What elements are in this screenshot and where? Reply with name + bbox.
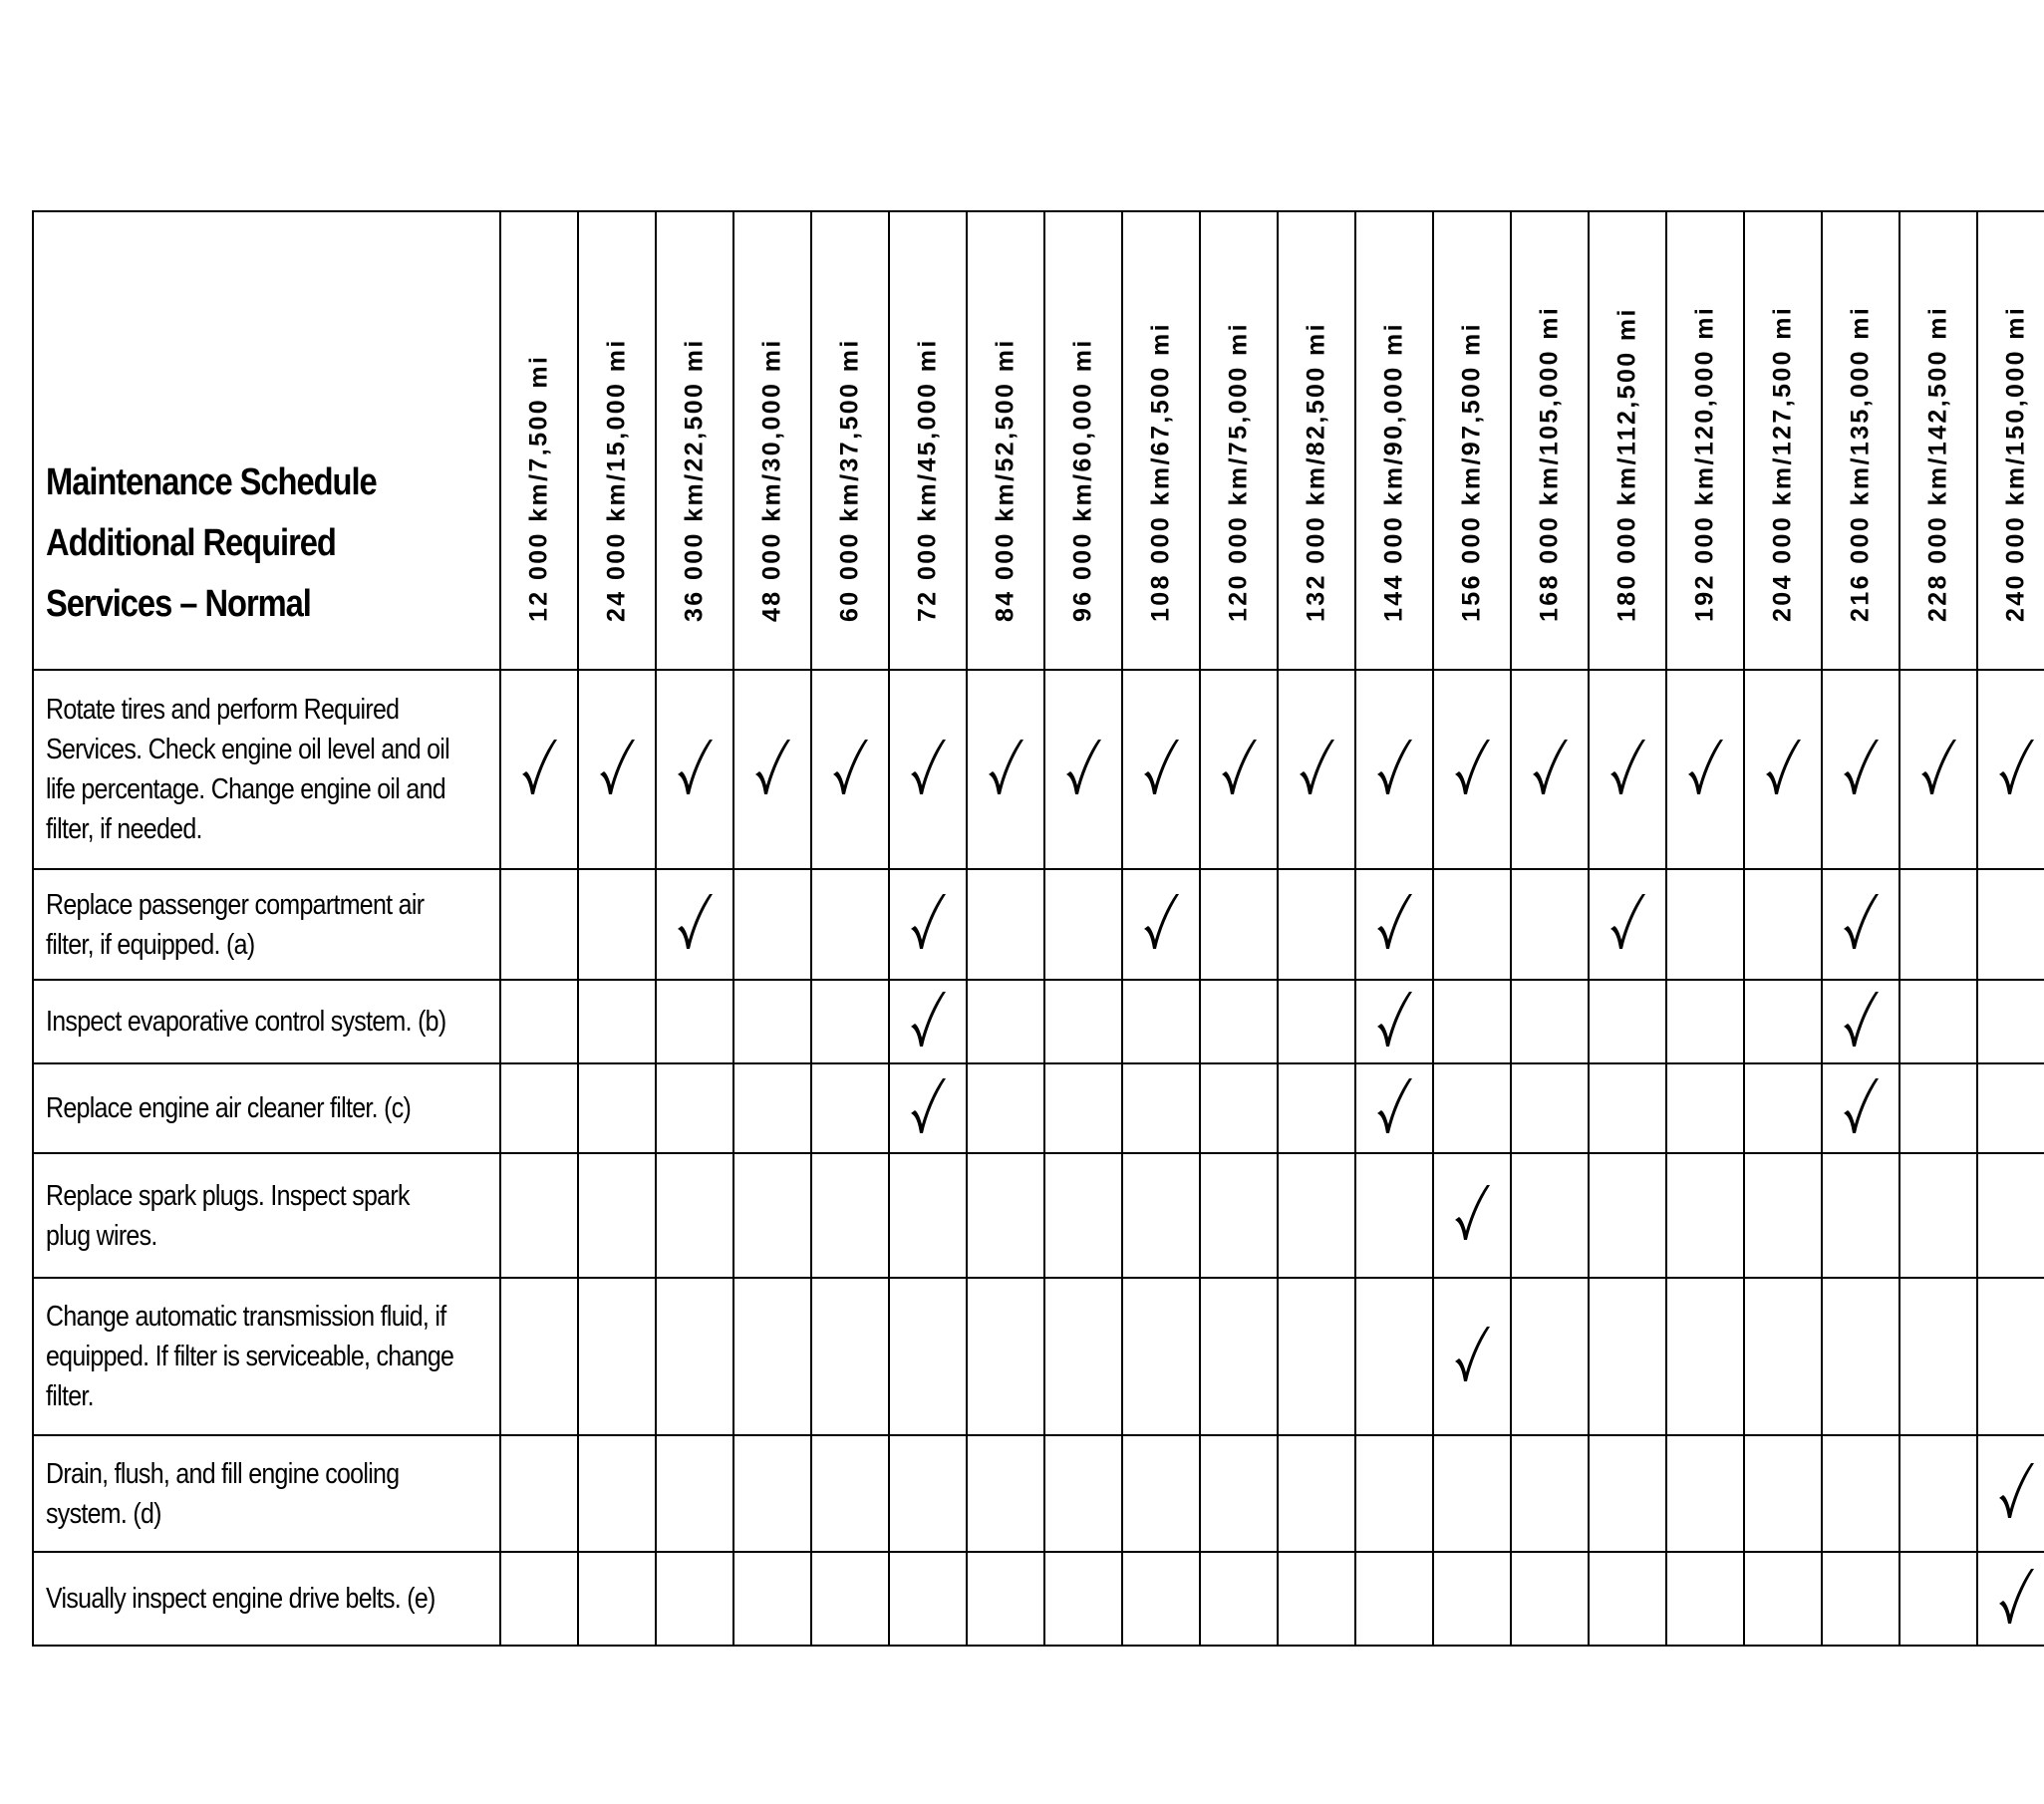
schedule-cell xyxy=(1200,1153,1278,1278)
checkmark-icon xyxy=(597,737,637,798)
schedule-cell xyxy=(578,1153,656,1278)
checkmark-icon xyxy=(1530,737,1570,798)
schedule-cell xyxy=(1122,1063,1200,1153)
schedule-cell xyxy=(889,1435,967,1552)
schedule-cell xyxy=(1355,1278,1433,1435)
schedule-cell xyxy=(1278,980,1355,1063)
schedule-cell xyxy=(1666,1435,1744,1552)
schedule-cell xyxy=(500,869,578,980)
interval-column-header xyxy=(1278,211,1355,670)
checkmark-icon xyxy=(1452,1182,1492,1244)
schedule-cell xyxy=(1744,1153,1822,1278)
schedule-cell xyxy=(1822,670,1899,869)
schedule-cell xyxy=(500,1278,578,1435)
schedule-cell xyxy=(1977,869,2044,980)
interval-label: 48 000 km/30,000 mi xyxy=(757,338,786,622)
schedule-cell xyxy=(967,1278,1044,1435)
service-row xyxy=(33,1435,2044,1552)
interval-column-header xyxy=(1355,211,1433,670)
checkmark-icon xyxy=(1219,737,1259,798)
schedule-cell xyxy=(1977,1435,2044,1552)
checkmark-icon xyxy=(1685,737,1725,798)
interval-label: 108 000 km/67,500 mi xyxy=(1146,322,1175,622)
service-task-cell xyxy=(33,1278,500,1435)
interval-label: 96 000 km/60,000 mi xyxy=(1068,338,1097,622)
schedule-cell xyxy=(967,980,1044,1063)
service-task-label: Visually inspect engine drive belts. (e) xyxy=(46,1583,436,1615)
schedule-cell xyxy=(578,670,656,869)
schedule-cell xyxy=(1433,1278,1511,1435)
schedule-cell xyxy=(1355,1552,1433,1646)
checkmark-icon xyxy=(1063,737,1103,798)
schedule-cell xyxy=(500,1552,578,1646)
schedule-cell xyxy=(1044,1153,1122,1278)
schedule-cell xyxy=(733,1063,811,1153)
service-task-cell xyxy=(33,1552,500,1646)
schedule-cell xyxy=(1200,1063,1278,1153)
schedule-cell xyxy=(1278,869,1355,980)
service-row xyxy=(33,869,2044,980)
interval-label: 192 000 km/120,000 mi xyxy=(1690,305,1719,622)
service-task-cell xyxy=(33,670,500,869)
schedule-cell xyxy=(1278,1552,1355,1646)
schedule-cell xyxy=(1511,1063,1589,1153)
title-line: Services – Normal xyxy=(46,583,311,625)
schedule-cell xyxy=(656,1552,733,1646)
checkmark-icon xyxy=(1452,737,1492,798)
schedule-cell xyxy=(811,869,889,980)
interval-column-header xyxy=(1200,211,1278,670)
schedule-cell xyxy=(1589,670,1666,869)
interval-label: 132 000 km/82,500 mi xyxy=(1302,322,1330,622)
service-task-cell xyxy=(33,1153,500,1278)
interval-label: 60 000 km/37,500 mi xyxy=(835,338,864,622)
schedule-cell xyxy=(733,1435,811,1552)
schedule-cell xyxy=(1589,1435,1666,1552)
schedule-cell xyxy=(1977,670,2044,869)
schedule-cell xyxy=(1977,980,2044,1063)
service-row xyxy=(33,980,2044,1063)
schedule-body xyxy=(33,670,2044,1646)
schedule-cell xyxy=(1589,1278,1666,1435)
schedule-cell xyxy=(1278,1278,1355,1435)
schedule-cell xyxy=(1822,1278,1899,1435)
schedule-cell xyxy=(1822,1435,1899,1552)
checkmark-icon xyxy=(986,737,1025,798)
schedule-cell xyxy=(656,980,733,1063)
interval-label: 168 000 km/105,000 mi xyxy=(1535,305,1564,622)
schedule-cell xyxy=(578,869,656,980)
interval-label: 120 000 km/75,000 mi xyxy=(1224,322,1253,622)
interval-column-header xyxy=(889,211,967,670)
checkmark-icon xyxy=(908,891,948,953)
schedule-cell xyxy=(967,1435,1044,1552)
schedule-cell xyxy=(733,1552,811,1646)
schedule-cell xyxy=(578,1063,656,1153)
checkmark-icon xyxy=(1374,891,1414,953)
service-task-label: Drain, flush, and fill engine cooling system. (d) xyxy=(46,1457,400,1530)
schedule-cell xyxy=(733,869,811,980)
checkmark-icon xyxy=(1918,737,1958,798)
service-task-cell xyxy=(33,980,500,1063)
checkmark-icon xyxy=(1452,1324,1492,1385)
schedule-cell xyxy=(1899,1435,1977,1552)
schedule-cell xyxy=(1899,670,1977,869)
schedule-cell xyxy=(1744,869,1822,980)
schedule-cell xyxy=(656,1278,733,1435)
schedule-cell xyxy=(1355,1153,1433,1278)
schedule-cell xyxy=(1822,869,1899,980)
schedule-cell xyxy=(1589,980,1666,1063)
schedule-cell xyxy=(578,980,656,1063)
interval-label: 84 000 km/52,500 mi xyxy=(991,338,1020,622)
schedule-cell xyxy=(967,1552,1044,1646)
schedule-cell xyxy=(1822,1552,1899,1646)
interval-column-header xyxy=(1044,211,1122,670)
schedule-cell xyxy=(578,1435,656,1552)
title-line: Maintenance Schedule xyxy=(46,461,377,503)
service-task-label: Replace spark plugs. Inspect spark plug wires. xyxy=(46,1179,410,1252)
schedule-cell xyxy=(1666,1552,1744,1646)
checkmark-icon xyxy=(1297,737,1336,798)
interval-column-header xyxy=(500,211,578,670)
schedule-cell xyxy=(1899,1063,1977,1153)
service-task-label: Replace engine air cleaner filter. (c) xyxy=(46,1092,412,1124)
interval-label: 36 000 km/22,500 mi xyxy=(680,338,709,622)
service-task-cell xyxy=(33,1435,500,1552)
schedule-cell xyxy=(889,1063,967,1153)
schedule-cell xyxy=(1899,869,1977,980)
schedule-cell xyxy=(967,670,1044,869)
checkmark-icon xyxy=(1996,1460,2036,1522)
interval-label: 240 000 km/150,000 mi xyxy=(2001,305,2030,622)
checkmark-icon xyxy=(519,737,559,798)
schedule-cell xyxy=(811,1153,889,1278)
schedule-cell xyxy=(889,1552,967,1646)
schedule-cell xyxy=(1122,670,1200,869)
checkmark-icon xyxy=(1841,989,1881,1051)
interval-label: 12 000 km/7,500 mi xyxy=(524,354,553,622)
schedule-cell xyxy=(1433,670,1511,869)
schedule-cell xyxy=(1589,869,1666,980)
checkmark-icon xyxy=(1374,989,1414,1051)
schedule-cell xyxy=(578,1552,656,1646)
schedule-cell xyxy=(656,1435,733,1552)
checkmark-icon xyxy=(1996,1566,2036,1628)
checkmark-icon xyxy=(1996,737,2036,798)
schedule-cell xyxy=(1355,1435,1433,1552)
service-row xyxy=(33,1153,2044,1278)
schedule-cell xyxy=(1122,1153,1200,1278)
schedule-cell xyxy=(500,1063,578,1153)
schedule-cell xyxy=(1511,980,1589,1063)
schedule-cell xyxy=(1511,1552,1589,1646)
interval-column-header xyxy=(578,211,656,670)
checkmark-icon xyxy=(908,989,948,1051)
service-task-label: Change automatic transmission fluid, if equipped. If filter is serviceable, change filter. xyxy=(46,1301,454,1412)
schedule-cell xyxy=(1744,670,1822,869)
schedule-cell xyxy=(1044,1063,1122,1153)
schedule-cell xyxy=(1433,869,1511,980)
schedule-cell xyxy=(1355,869,1433,980)
schedule-cell xyxy=(811,1278,889,1435)
schedule-cell xyxy=(811,1063,889,1153)
schedule-cell xyxy=(967,1063,1044,1153)
schedule-cell xyxy=(1666,1153,1744,1278)
header-row xyxy=(33,211,2044,670)
service-row xyxy=(33,1552,2044,1646)
schedule-cell xyxy=(1200,1278,1278,1435)
schedule-cell xyxy=(1355,670,1433,869)
schedule-cell xyxy=(889,980,967,1063)
schedule-cell xyxy=(1200,1552,1278,1646)
schedule-cell xyxy=(1433,1153,1511,1278)
interval-label: 72 000 km/45,000 mi xyxy=(913,338,942,622)
schedule-cell xyxy=(1511,1435,1589,1552)
checkmark-icon xyxy=(1841,1075,1881,1137)
schedule-cell xyxy=(1122,980,1200,1063)
interval-column-header xyxy=(656,211,733,670)
checkmark-icon xyxy=(1763,737,1803,798)
schedule-cell xyxy=(1355,980,1433,1063)
schedule-cell xyxy=(1899,1552,1977,1646)
title-line: Additional Required xyxy=(46,522,336,564)
schedule-cell xyxy=(1278,1435,1355,1552)
interval-column-header xyxy=(1589,211,1666,670)
schedule-cell xyxy=(1899,1153,1977,1278)
schedule-cell xyxy=(1044,670,1122,869)
schedule-cell xyxy=(889,869,967,980)
interval-label: 204 000 km/127,500 mi xyxy=(1768,305,1797,622)
schedule-cell xyxy=(656,1063,733,1153)
interval-label: 24 000 km/15,000 mi xyxy=(602,338,631,622)
schedule-cell xyxy=(889,1278,967,1435)
interval-label: 156 000 km/97,500 mi xyxy=(1457,322,1486,622)
schedule-cell xyxy=(733,1153,811,1278)
checkmark-icon xyxy=(752,737,792,798)
checkmark-icon xyxy=(830,737,870,798)
schedule-cell xyxy=(811,1435,889,1552)
schedule-cell xyxy=(656,869,733,980)
checkmark-icon xyxy=(675,891,715,953)
schedule-cell xyxy=(733,670,811,869)
schedule-cell xyxy=(1122,1435,1200,1552)
service-row xyxy=(33,1063,2044,1153)
schedule-cell xyxy=(656,670,733,869)
schedule-cell xyxy=(1278,1063,1355,1153)
schedule-cell xyxy=(1666,1278,1744,1435)
schedule-cell xyxy=(1744,980,1822,1063)
schedule-cell xyxy=(1200,980,1278,1063)
interval-column-header xyxy=(733,211,811,670)
schedule-cell xyxy=(1977,1278,2044,1435)
schedule-cell xyxy=(1511,670,1589,869)
schedule-cell xyxy=(1044,980,1122,1063)
schedule-cell xyxy=(1977,1153,2044,1278)
schedule-cell xyxy=(811,980,889,1063)
schedule-cell xyxy=(1977,1552,2044,1646)
schedule-cell xyxy=(1433,1552,1511,1646)
schedule-cell xyxy=(1744,1552,1822,1646)
schedule-cell xyxy=(889,1153,967,1278)
schedule-cell xyxy=(733,1278,811,1435)
schedule-cell xyxy=(1200,869,1278,980)
checkmark-icon xyxy=(1607,891,1647,953)
schedule-cell xyxy=(1044,869,1122,980)
interval-column-header xyxy=(1899,211,1977,670)
checkmark-icon xyxy=(1841,737,1881,798)
schedule-cell xyxy=(733,980,811,1063)
schedule-cell xyxy=(1122,1552,1200,1646)
interval-label: 228 000 km/142,500 mi xyxy=(1923,305,1952,622)
schedule-cell xyxy=(1278,670,1355,869)
interval-column-header xyxy=(1744,211,1822,670)
schedule-cell xyxy=(967,869,1044,980)
schedule-cell xyxy=(1822,1063,1899,1153)
checkmark-icon xyxy=(908,737,948,798)
schedule-cell xyxy=(1278,1153,1355,1278)
schedule-cell xyxy=(1666,980,1744,1063)
checkmark-icon xyxy=(675,737,715,798)
schedule-cell xyxy=(1511,1278,1589,1435)
schedule-cell xyxy=(1589,1063,1666,1153)
schedule-cell xyxy=(1122,1278,1200,1435)
schedule-cell xyxy=(889,670,967,869)
schedule-cell xyxy=(1044,1435,1122,1552)
schedule-cell xyxy=(1433,1435,1511,1552)
service-task-label: Inspect evaporative control system. (b) xyxy=(46,1006,446,1038)
schedule-cell xyxy=(1666,1063,1744,1153)
schedule-cell xyxy=(500,980,578,1063)
interval-label: 216 000 km/135,000 mi xyxy=(1846,305,1875,622)
schedule-cell xyxy=(578,1278,656,1435)
interval-column-header xyxy=(1122,211,1200,670)
schedule-cell xyxy=(1511,1153,1589,1278)
maintenance-schedule-table xyxy=(32,210,2044,1647)
checkmark-icon xyxy=(1141,737,1181,798)
schedule-cell xyxy=(1200,670,1278,869)
interval-column-header xyxy=(1511,211,1589,670)
service-task-cell xyxy=(33,869,500,980)
schedule-cell xyxy=(500,1435,578,1552)
schedule-cell xyxy=(1899,980,1977,1063)
service-row xyxy=(33,670,2044,869)
schedule-cell xyxy=(1433,980,1511,1063)
checkmark-icon xyxy=(1374,1075,1414,1137)
schedule-cell xyxy=(1666,670,1744,869)
schedule-cell xyxy=(1589,1153,1666,1278)
interval-column-header xyxy=(967,211,1044,670)
schedule-cell xyxy=(1511,869,1589,980)
interval-column-header xyxy=(1433,211,1511,670)
schedule-cell xyxy=(1822,980,1899,1063)
schedule-cell xyxy=(1899,1278,1977,1435)
schedule-cell xyxy=(1666,869,1744,980)
schedule-cell xyxy=(811,1552,889,1646)
schedule-cell xyxy=(500,1153,578,1278)
table-title xyxy=(33,211,500,670)
checkmark-icon xyxy=(1841,891,1881,953)
service-task-label: Replace passenger compartment air filter, if equipped. (a) xyxy=(46,888,425,961)
schedule-cell xyxy=(1822,1153,1899,1278)
interval-column-header xyxy=(1666,211,1744,670)
schedule-cell xyxy=(1744,1278,1822,1435)
schedule-cell xyxy=(811,670,889,869)
interval-label: 180 000 km/112,500 mi xyxy=(1612,307,1641,622)
interval-column-header xyxy=(1822,211,1899,670)
checkmark-icon xyxy=(1141,891,1181,953)
schedule-cell xyxy=(1200,1435,1278,1552)
interval-label: 144 000 km/90,000 mi xyxy=(1379,322,1408,622)
service-row xyxy=(33,1278,2044,1435)
checkmark-icon xyxy=(1374,737,1414,798)
schedule-cell xyxy=(500,670,578,869)
interval-column-header xyxy=(1977,211,2044,670)
schedule-cell xyxy=(967,1153,1044,1278)
schedule-cell xyxy=(1122,869,1200,980)
schedule-cell xyxy=(1433,1063,1511,1153)
interval-column-header xyxy=(811,211,889,670)
schedule-cell xyxy=(1044,1552,1122,1646)
service-task-label: Rotate tires and perform Required Services. Check engine oil level and oil life percentage. Change engine oil and filter, if needed. xyxy=(46,694,450,845)
schedule-cell xyxy=(1355,1063,1433,1153)
service-task-cell xyxy=(33,1063,500,1153)
schedule-cell xyxy=(656,1153,733,1278)
schedule-cell xyxy=(1744,1063,1822,1153)
schedule-cell xyxy=(1044,1278,1122,1435)
checkmark-icon xyxy=(908,1075,948,1137)
schedule-cell xyxy=(1589,1552,1666,1646)
schedule-cell xyxy=(1977,1063,2044,1153)
schedule-cell xyxy=(1744,1435,1822,1552)
checkmark-icon xyxy=(1607,737,1647,798)
